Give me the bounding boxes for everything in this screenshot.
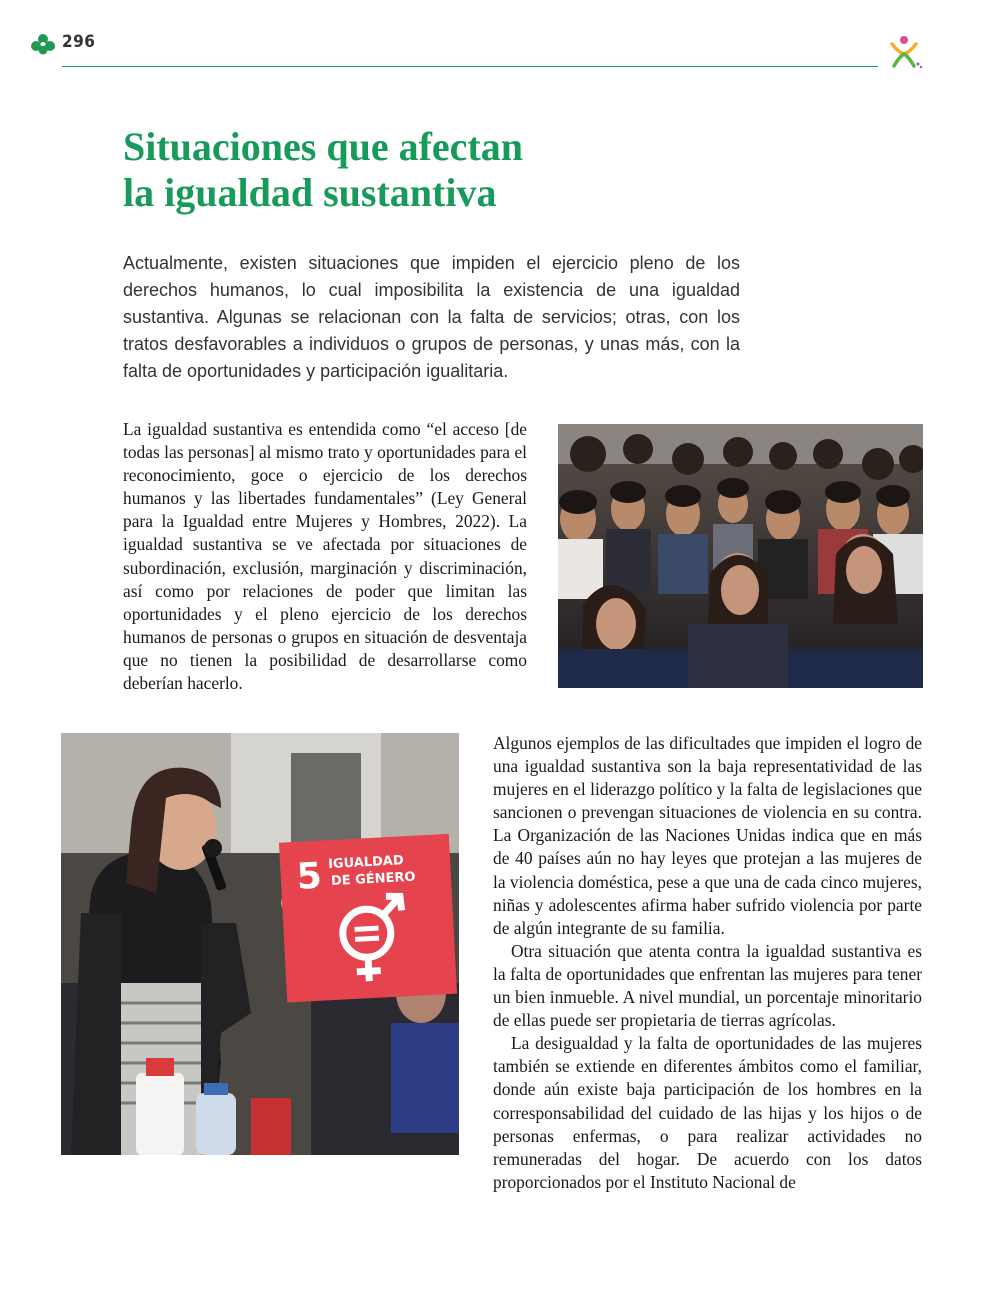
intro-paragraph: Actualmente, existen situaciones que impiden el ejercicio pleno de los derechos humanos, lo cual imposibilita la existencia de una igualdad sustantiva. Algunas se relacionan con la falta de servicios; otras, con los tratos desfavorables a individuos o grupos de personas, y unas más, con la falta de oportunidades y participación igualitaria. [123,253,740,381]
sdg-label-line1: IGUALDAD [327,853,405,873]
body-paragraph-right-1: Algunos ejemplos de las dificultades que impiden el logro de una igualdad sustantiva son la baja representatividad de las mujeres en el liderazgo político y la falta de legislaciones que sancionen o prevengan situaciones de violencia en su contra. La Organización de las Naciones Unidas indica que en más de 40 países aún no hay leyes que protejan a las mujeres de la violencia doméstica, pese a que una de cada cinco mujeres, niñas y adolescentes afirma haber sufrido violencia por parte de algún integrante de su familia. [493,733,922,938]
body-paragraph-right-3: La desigualdad y la falta de oportunidades de las mujeres también se extiende en diferentes ámbitos como el familiar, donde aún existe baja participación de los hombres en la corresponsabilidad del cuidado de las hijas y los hijos o de personas enfermas, o para realizar actividades no remuneradas del hogar. De acuerdo con los datos proporcionados por el Instituto Nacional de [493,1033,922,1192]
speaker-photo [61,733,459,1155]
body-column-right [493,732,922,1194]
page-number: 296 [62,32,96,52]
sdg-label-line2: DE GÉNERO [330,869,416,890]
page-title [123,124,523,216]
green-flower-emblem-icon [30,33,56,57]
title-line-1: Situaciones que afectan [123,124,523,169]
title-line-2: la igualdad sustantiva [123,170,497,215]
colorful-figure-emblem-icon [884,34,924,70]
header-rule [62,66,878,67]
sdg-number: 5 [295,855,323,898]
audience-photo [558,424,923,688]
body-paragraph-left: La igualdad sustantiva es entendida como “el acceso [de todas las personas] al mismo trato y oportunidades para el reconocimiento, goce o ejercicio de los derechos humanos y las libertades fundamentales” (Ley General para la Igualdad entre Mujeres y Hombres, 2022). La igualdad sustantiva se ve afectada por situaciones de subordinación, exclusión, marginación y discriminación, así como por relaciones de poder que limitan las oportunidades y el pleno ejercicio de los derechos humanos de personas o grupos en situación de desventaja que no tienen la posibilidad de desarrollarse como deberían hacerlo. [123,419,527,694]
body-paragraph-right-2: Otra situación que atenta contra la igualdad sustantiva es la falta de oportunidades que enfrentan las mujeres para tener un bien inmueble. A nivel mundial, un porcentaje minoritario de ellas puede ser propietaria de tierras agrícolas. [493,940,922,1031]
